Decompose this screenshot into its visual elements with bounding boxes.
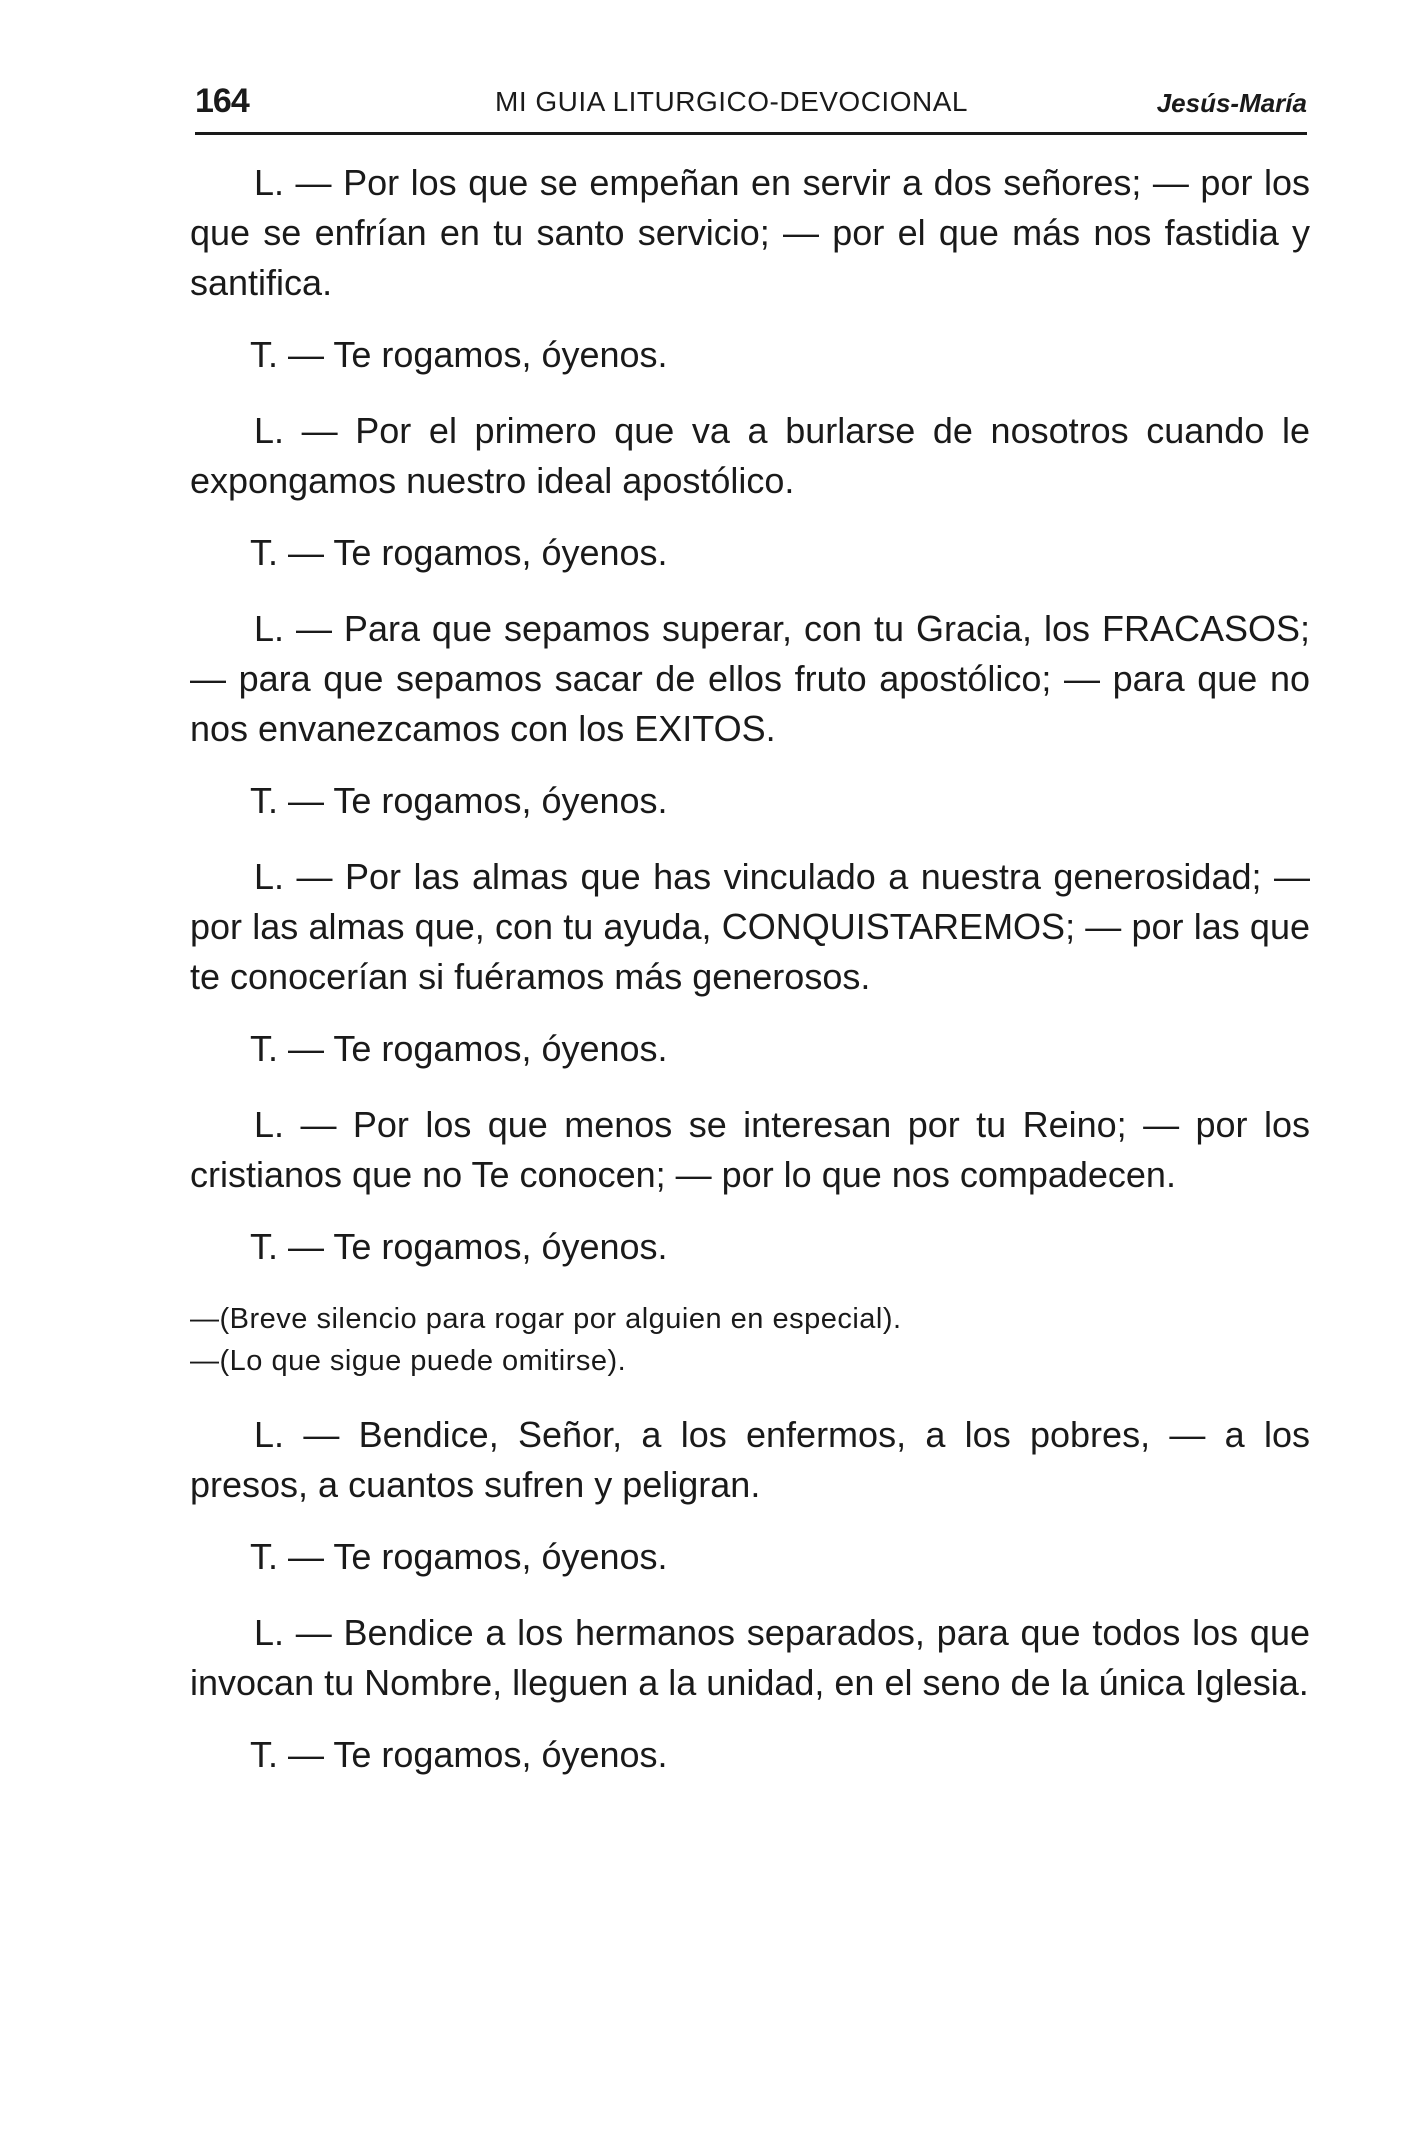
rubric-note: —(Breve silencio para rogar por alguien en especial). [190, 1303, 902, 1335]
page-number: 164 [195, 82, 249, 120]
litany-response: T. — Te rogamos, óyenos. [250, 1536, 668, 1577]
page-header [195, 78, 1307, 135]
litany-response: T. — Te rogamos, óyenos. [250, 532, 668, 573]
litany-response: T. — Te rogamos, óyenos. [250, 1734, 668, 1775]
litany-invocation: L. — Por el primero que va a burlarse de nosotros cuando le expongamos nuestro ideal apostólico. [190, 410, 1310, 501]
litany-response: T. — Te rogamos, óyenos. [250, 1028, 668, 1069]
litany-invocation: L. — Bendice, Señor, a los enfermos, a los pobres, — a los presos, a cuantos sufren y peligran. [190, 1414, 1310, 1505]
litany-response: T. — Te rogamos, óyenos. [250, 334, 668, 375]
litany-invocation: L. — Por los que menos se interesan por tu Reino; — por los cristianos que no Te conocen; — por lo que nos compadecen. [190, 1104, 1310, 1195]
page-content [190, 158, 1310, 1806]
running-author: Jesús-María [1156, 88, 1307, 118]
running-title: MI GUIA LITURGICO-DEVOCIONAL [495, 86, 968, 117]
litany-response: T. — Te rogamos, óyenos. [250, 1226, 668, 1267]
rubric-notes [190, 1298, 1310, 1382]
rubric-note: —(Lo que sigue puede omitirse). [190, 1345, 627, 1377]
litany-response: T. — Te rogamos, óyenos. [250, 780, 668, 821]
litany-invocation: L. — Por los que se empeñan en servir a dos señores; — por los que se enfrían en tu santo servicio; — por el que más nos fastidia y santifica. [190, 162, 1310, 303]
litany-invocation: L. — Bendice a los hermanos separados, para que todos los que invocan tu Nombre, lleguen a la unidad, en el seno de la única Iglesia. [190, 1612, 1310, 1703]
litany-invocation: L. — Para que sepamos superar, con tu Gracia, los FRACASOS; — para que sepamos sacar de ellos fruto apostólico; — para que no nos envanezcamos con los EXITOS. [190, 608, 1310, 749]
litany-invocation: L. — Por las almas que has vinculado a nuestra generosidad; — por las almas que, con tu ayuda, CONQUISTAREMOS; — por las que te conocerían si fuéramos más generosos. [190, 856, 1310, 997]
